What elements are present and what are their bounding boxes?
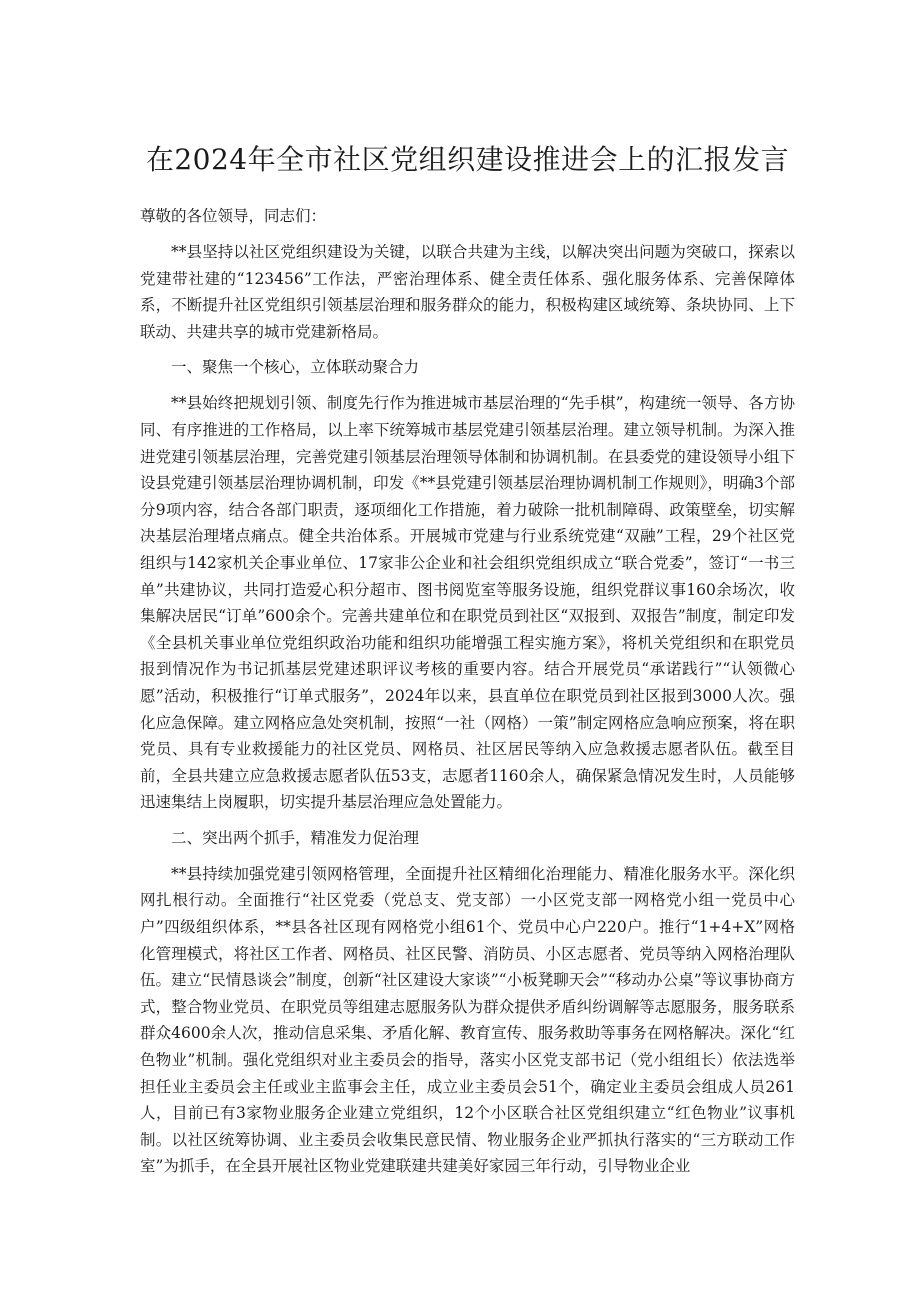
section-2-paragraph: **县持续加强党建引领网格管理，全面提升社区精细化治理能力、精准化服务水平。深化织网扎根行动。全面推行“社区党委（党总支、党支部）一小区党支部一网格党小组一党员中心户”四级组织体系，**县各社区现有网格党小组61个、党员中心户220户。推行“1+4+X”网格化管理模式，将社区工作者、网格员、社区民警、消防员、小区志愿者、党员等纳入网格治理队伍。建立“民情恳谈会”制度，创新“社区建设大家谈”“小板凳聊天会”“移动办公桌”等议事协商方式，整合物业党员、在职党员等组建志愿服务队为群众提供矛盾纠纷调解等志愿服务，服务联系群众4600余人次，推动信息采集、矛盾化解、教育宣传、服务救助等事务在网格解决。深化“红色物业”机制。强化党组织对业主委员会的指导，落实小区党支部书记（党小组组长）依法选举担任业主委员会主任或业主监事会主任，成立业主委员会51个，确定业主委员会组成人员261人，目前已有3家物业服务企业建立党组织，12个小区联合社区党组织建立“红色物业”议事机制。以社区统筹协调、业主委员会收集民意民情、物业服务企业严抓执行落实的“三方联动工作室”为抓手，在全县开展社区物业党建联建共建美好家园三年行动，引导物业企业 — [140, 864, 795, 1176]
document-page — [140, 140, 795, 1188]
section-2-heading: 二、突出两个抓手，精准发力促治理 — [171, 828, 420, 847]
intro-paragraph: **县坚持以社区党组织建设为关键，以联合共建为主线，以解决突出问题为突破口，探索以党建带社建的“123456”工作法，严密治理体系、健全责任体系、强化服务体系、完善保障体系，不断提升社区党组织引领基层治理和服务群众的能力，积极构建区域统筹、条块协同、上下联动、共建共享的城市党建新格局。 — [140, 243, 795, 341]
greeting: 尊敬的各位领导，同志们： — [140, 207, 327, 225]
section-1-paragraph: **县始终把规划引领、制度先行作为推进城市基层治理的“先手棋”，构建统一领导、各方协同、有序推进的工作格局，以上率下统筹城市基层党建引领基层治理。建立领导机制。为深入推进党建引领基层治理，完善党建引领基层治理领导体制和协调机制。在县委党的建设领导小组下设县党建引领基层治理协调机制，印发《**县党建引领基层治理协调机制工作规则》，明确3个部分9项内容，结合各部门职责，逐项细化工作措施，着力破除一批机制障碍、政策壁垒，切实解决基层治理堵点痛点。健全共治体系。开展城市党建与行业系统党建“双融”工程，29个社区党组织与142家机关企事业单位、17家非公企业和社会组织党组织成立“联合党委”，签订“一书三单”共建协议，共同打造爱心积分超市、图书阅览室等服务设施，组织党群议事160余场次，收集解决居民“订单”600余个。完善共建单位和在职党员到社区“双报到、双报告”制度，制定印发《全县机关事业单位党组织政治功能和组织功能增强工程实施方案》，将机关党组织和在职党员报到情况作为书记抓基层党建述职评议考核的重要内容。结合开展党员“承诺践行”“认领微心愿”活动，积极推行“订单式服务”，2024年以来，县直单位在职党员到社区报到3000人次。强化应急保障。建立网格应急处突机制，按照“一社（网格）一策”制定网格应急响应预案，将在职党员、具有专业救援能力的社区党员、网格员、社区居民等纳入应急救援志愿者队伍。截至目前，全县共建立应急救援志愿者队伍53支，志愿者1160余人，确保紧急情况发生时，人员能够迅速集结上岗履职，切实提升基层治理应急处置能力。 — [140, 394, 795, 812]
document-title: 在2024年全市社区党组织建设推进会上的汇报发言 — [145, 143, 790, 176]
section-1-heading: 一、聚焦一个核心，立体联动聚合力 — [171, 358, 420, 377]
